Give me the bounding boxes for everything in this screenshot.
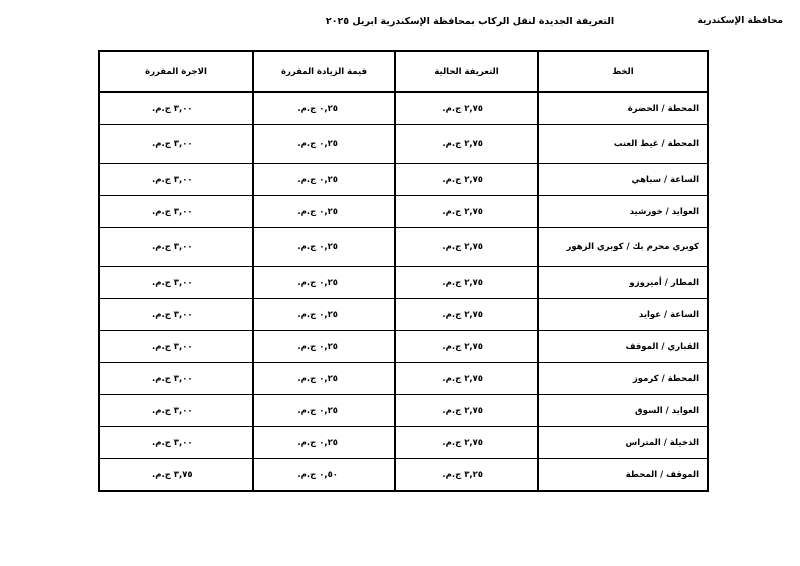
cell-increase: ٠,٢٥ ج.م. [253,299,395,331]
cell-increase: ٠,٢٥ ج.م. [253,125,395,164]
column-header-new-fare: الاجرة المقررة [99,51,253,92]
page-title: التعريفة الجديدة لنقل الركاب بمحافظة الإسكندرية ابريل ٢٠٢٥ [325,16,615,27]
cell-new-fare: ٣,٠٠ ج.م. [99,125,253,164]
fare-table [98,50,709,492]
table-row [99,92,708,125]
table-row [99,395,708,427]
table-row [99,299,708,331]
cell-current-fare: ٢,٧٥ ج.م. [395,395,538,427]
cell-increase: ٠,٢٥ ج.م. [253,395,395,427]
cell-increase: ٠,٢٥ ج.م. [253,196,395,228]
column-header-increase: قيمة الزيادة المقررة [253,51,395,92]
table-row [99,267,708,299]
cell-line: المحطة / الحضرة [538,92,708,125]
cell-new-fare: ٣,٠٠ ج.م. [99,92,253,125]
cell-increase: ٠,٢٥ ج.م. [253,164,395,196]
cell-increase: ٠,٢٥ ج.م. [253,92,395,125]
cell-current-fare: ٢,٧٥ ج.م. [395,125,538,164]
cell-increase: ٠,٢٥ ج.م. [253,267,395,299]
column-header-current-fare: التعريفة الحالية [395,51,538,92]
table-row [99,363,708,395]
cell-current-fare: ٢,٧٥ ج.م. [395,164,538,196]
cell-current-fare: ٢,٧٥ ج.م. [395,427,538,459]
cell-line: القباري / الموقف [538,331,708,363]
cell-current-fare: ٢,٧٥ ج.م. [395,92,538,125]
table-row [99,228,708,267]
cell-new-fare: ٣,٠٠ ج.م. [99,395,253,427]
table-row [99,331,708,363]
governorate-label: محافظة الإسكندرية [697,16,783,26]
cell-line: العوايد / السوق [538,395,708,427]
cell-new-fare: ٣,٧٥ ج.م. [99,459,253,492]
cell-line: المطار / أميروزو [538,267,708,299]
table-row [99,459,708,492]
cell-current-fare: ٢,٧٥ ج.م. [395,228,538,267]
cell-current-fare: ٢,٧٥ ج.م. [395,299,538,331]
cell-line: كوبري محرم بك / كوبري الزهور [538,228,708,267]
cell-current-fare: ٢,٧٥ ج.م. [395,196,538,228]
table-row [99,427,708,459]
cell-line: الساعة / سباهي [538,164,708,196]
cell-line: المحطة / كرموز [538,363,708,395]
cell-current-fare: ٢,٧٥ ج.م. [395,267,538,299]
column-header-line: الخط [538,51,708,92]
cell-increase: ٠,٢٥ ج.م. [253,427,395,459]
cell-line: المحطة / غيط العنب [538,125,708,164]
cell-current-fare: ٢,٧٥ ج.م. [395,331,538,363]
cell-current-fare: ٢,٧٥ ج.م. [395,363,538,395]
cell-increase: ٠,٢٥ ج.م. [253,363,395,395]
cell-line: الساعة / عوايد [538,299,708,331]
table-row [99,125,708,164]
cell-new-fare: ٣,٠٠ ج.م. [99,164,253,196]
cell-new-fare: ٣,٠٠ ج.م. [99,196,253,228]
cell-new-fare: ٣,٠٠ ج.م. [99,331,253,363]
table-row [99,164,708,196]
table-header-row [99,51,708,92]
cell-increase: ٠,٢٥ ج.م. [253,228,395,267]
cell-line: العوايد / خورشيد [538,196,708,228]
table-row [99,196,708,228]
cell-current-fare: ٣,٢٥ ج.م. [395,459,538,492]
cell-new-fare: ٣,٠٠ ج.م. [99,427,253,459]
cell-increase: ٠,٢٥ ج.م. [253,331,395,363]
cell-line: الدخيلة / المتراس [538,427,708,459]
cell-new-fare: ٣,٠٠ ج.م. [99,267,253,299]
cell-new-fare: ٣,٠٠ ج.م. [99,363,253,395]
cell-increase: ٠,٥٠ ج.م. [253,459,395,492]
cell-new-fare: ٣,٠٠ ج.م. [99,299,253,331]
cell-line: الموقف / المحطة [538,459,708,492]
cell-new-fare: ٣,٠٠ ج.م. [99,228,253,267]
